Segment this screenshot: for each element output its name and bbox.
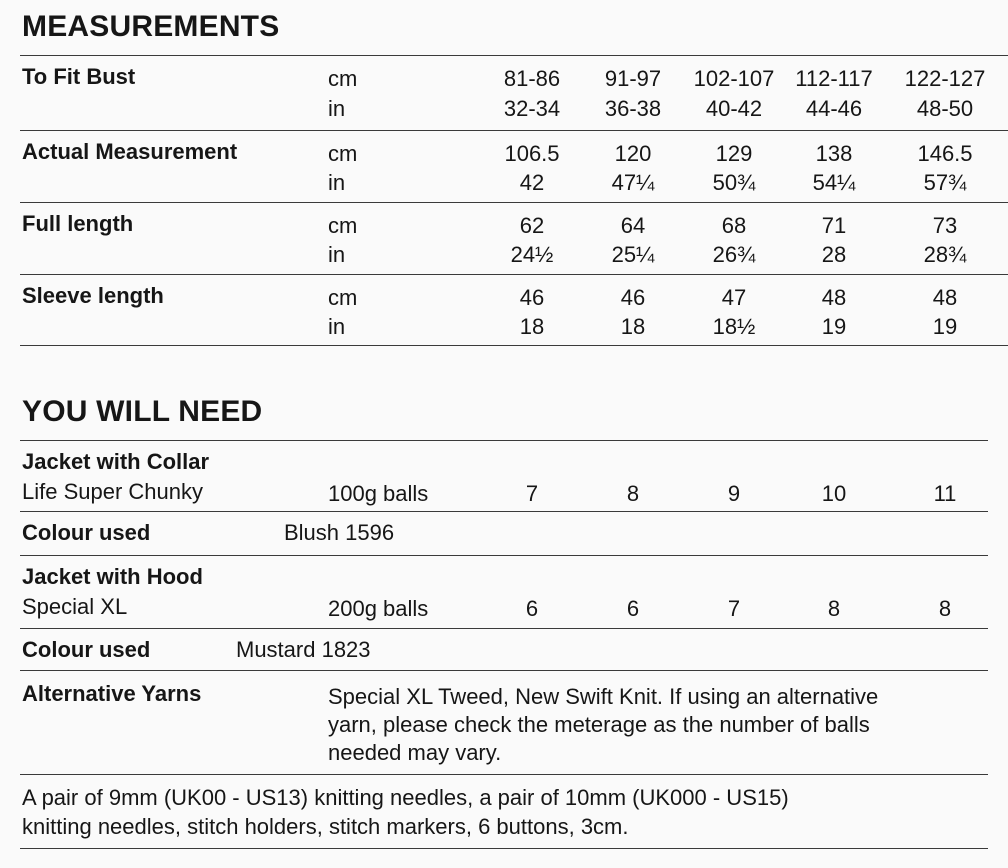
in-value: 28	[821, 242, 847, 267]
divider	[20, 440, 988, 441]
cm-value: 81-86	[503, 66, 561, 91]
cm-value: 48	[932, 285, 958, 310]
unit-cm: cm	[328, 141, 358, 166]
in-value: 44-46	[805, 96, 863, 121]
divider	[20, 774, 988, 775]
divider	[20, 55, 1008, 56]
unit-in: in	[328, 314, 346, 339]
colour-value: Blush 1596	[284, 520, 395, 545]
cm-value: 138	[815, 141, 853, 166]
in-value: 47¼	[611, 170, 655, 195]
unit-in: in	[328, 96, 346, 121]
cm-value: 102-107	[693, 66, 775, 91]
cm-value: 46	[620, 285, 646, 310]
ball-quantity: 8	[827, 596, 841, 621]
divider	[20, 628, 988, 629]
divider	[20, 555, 988, 556]
cm-value: 129	[715, 141, 753, 166]
in-value: 25¼	[611, 242, 655, 267]
unit-cm: cm	[328, 213, 358, 238]
colour-label: Colour used	[22, 637, 151, 662]
row-label: To Fit Bust	[22, 64, 136, 89]
in-value: 18½	[712, 314, 756, 339]
alternative-line: needed may vary.	[328, 740, 502, 765]
in-value: 36-38	[604, 96, 662, 121]
cm-value: 64	[620, 213, 646, 238]
in-value: 54¼	[812, 170, 856, 195]
row-label: Full length	[22, 211, 134, 236]
jacket-hood-title: Jacket with Hood	[22, 564, 203, 589]
in-value: 19	[932, 314, 958, 339]
row-label: Sleeve length	[22, 283, 164, 308]
ball-quantity: 6	[626, 596, 640, 621]
cm-value: 122-127	[904, 66, 986, 91]
cm-value: 120	[614, 141, 652, 166]
ball-quantity: 7	[727, 596, 741, 621]
divider	[20, 670, 988, 671]
in-value: 19	[821, 314, 847, 339]
divider	[20, 848, 988, 849]
in-value: 24½	[510, 242, 554, 267]
in-value: 18	[519, 314, 545, 339]
in-value: 28¾	[923, 242, 967, 267]
ball-quantity: 9	[727, 481, 741, 506]
alternative-label: Alternative Yarns	[22, 681, 202, 706]
ball-unit: 100g balls	[328, 481, 429, 506]
in-value: 32-34	[503, 96, 561, 121]
unit-in: in	[328, 242, 346, 267]
cm-value: 146.5	[917, 141, 973, 166]
cm-value: 112-117	[795, 66, 873, 91]
in-value: 18	[620, 314, 646, 339]
needles-line: A pair of 9mm (UK00 - US13) knitting needles, a pair of 10mm (UK000 - US15)	[22, 785, 789, 810]
cm-value: 48	[821, 285, 847, 310]
colour-label: Colour used	[22, 520, 151, 545]
cm-value: 91-97	[604, 66, 662, 91]
in-value: 50¾	[712, 170, 756, 195]
divider	[20, 274, 1008, 275]
cm-value: 68	[721, 213, 747, 238]
alternative-line: Special XL Tweed, New Swift Knit. If using an alternative	[328, 684, 879, 709]
divider	[20, 345, 1008, 346]
divider	[20, 130, 1008, 131]
ball-quantity: 11	[933, 481, 957, 506]
unit-in: in	[328, 170, 346, 195]
colour-value: Mustard 1823	[236, 637, 371, 662]
ball-quantity: 8	[626, 481, 640, 506]
ball-quantity: 7	[525, 481, 539, 506]
row-label: Actual Measurement	[22, 139, 238, 164]
in-value: 40-42	[705, 96, 763, 121]
measurements-heading: MEASUREMENTS	[22, 10, 280, 43]
ball-unit: 200g balls	[328, 596, 429, 621]
cm-value: 106.5	[504, 141, 560, 166]
jacket-collar-title: Jacket with Collar	[22, 449, 210, 474]
in-value: 57¾	[923, 170, 967, 195]
divider	[20, 202, 1008, 203]
yarn-name: Life Super Chunky	[22, 479, 203, 504]
cm-value: 47	[721, 285, 747, 310]
needles-line: knitting needles, stitch holders, stitch markers, 6 buttons, 3cm.	[22, 814, 629, 839]
in-value: 42	[519, 170, 545, 195]
unit-cm: cm	[328, 66, 358, 91]
ball-quantity: 10	[821, 481, 847, 506]
alternative-line: yarn, please check the meterage as the number of balls	[328, 712, 870, 737]
ball-quantity: 8	[938, 596, 952, 621]
cm-value: 71	[821, 213, 847, 238]
cm-value: 46	[519, 285, 545, 310]
divider	[20, 511, 988, 512]
cm-value: 62	[519, 213, 545, 238]
cm-value: 73	[932, 213, 958, 238]
yarn-name: Special XL	[22, 594, 128, 619]
unit-cm: cm	[328, 285, 358, 310]
ball-quantity: 6	[525, 596, 539, 621]
in-value: 48-50	[916, 96, 974, 121]
in-value: 26¾	[712, 242, 756, 267]
you-will-need-heading: YOU WILL NEED	[22, 395, 263, 428]
